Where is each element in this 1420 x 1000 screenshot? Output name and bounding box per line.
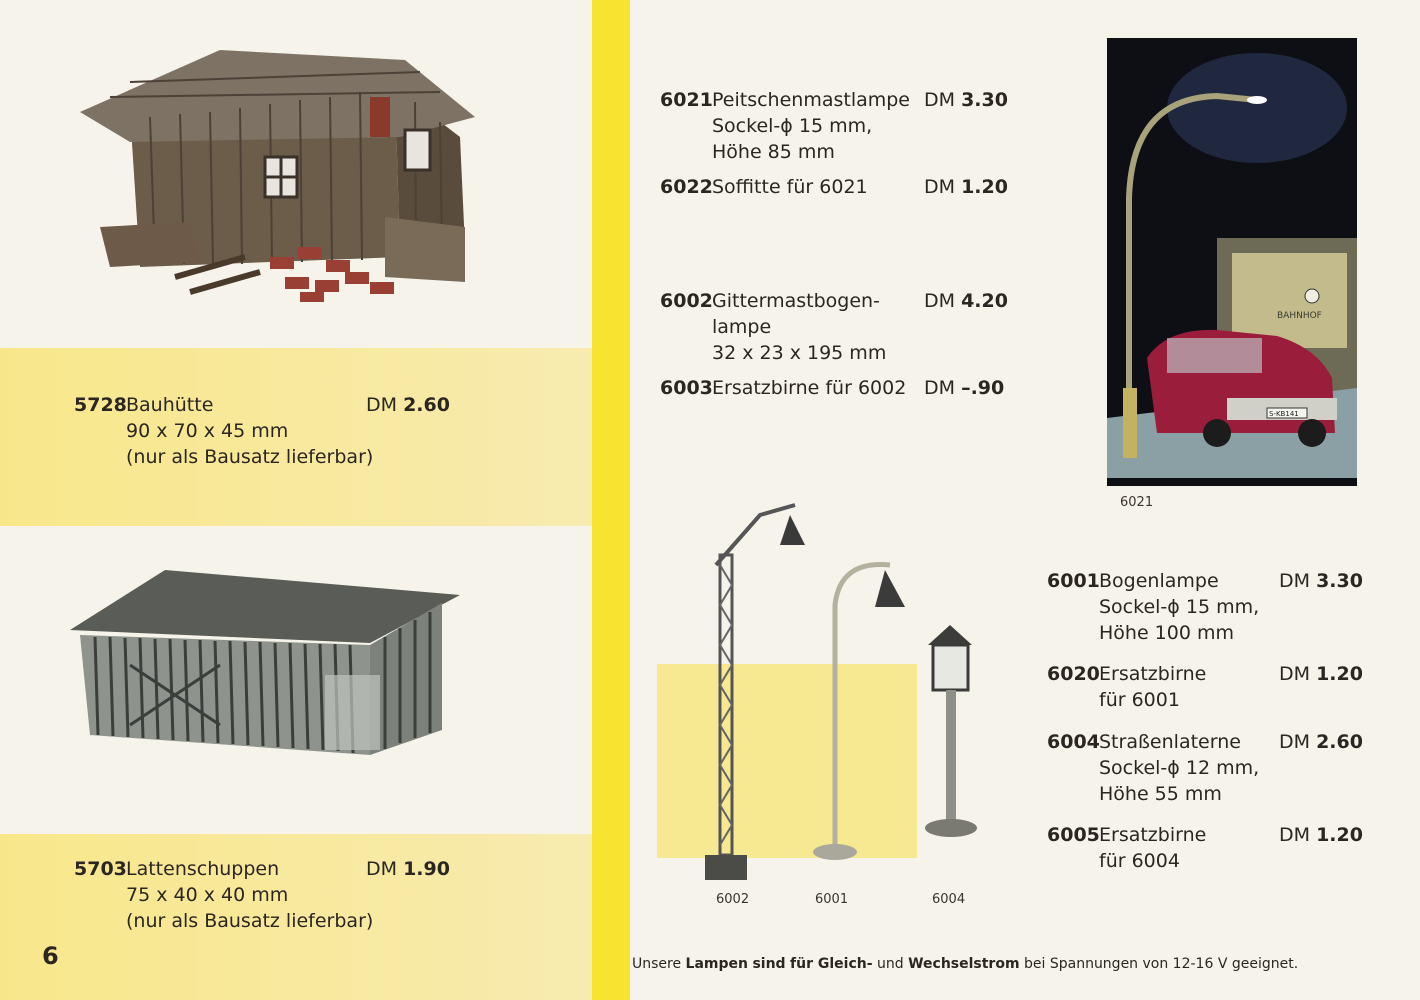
product-price: DM 2.60	[1279, 731, 1363, 753]
product-6003	[660, 375, 1010, 403]
product-price: DM 4.20	[924, 290, 1008, 312]
street-lantern	[925, 625, 977, 837]
product-dimensions: 75 x 40 x 40 mm	[126, 884, 289, 906]
product-code: 5703	[74, 858, 127, 880]
product-detail: Sockel-ɸ 15 mm,	[1099, 596, 1260, 618]
product-code: 6020	[1047, 663, 1100, 685]
product-detail: für 6001	[1099, 689, 1180, 711]
product-6022	[660, 174, 1010, 202]
product-6001	[1047, 568, 1367, 648]
product-name: Straßenlaterne	[1099, 731, 1241, 753]
product-code: 6001	[1047, 570, 1100, 592]
lamp-caption-6001: 6001	[815, 892, 849, 907]
product-detail: Höhe 100 mm	[1099, 622, 1235, 644]
lattice-arc-lamp	[705, 505, 805, 880]
night-street-photo	[1107, 38, 1357, 486]
product-price: DM 3.30	[1279, 570, 1363, 592]
product-code: 6004	[1047, 731, 1100, 753]
product-name: Ersatzbirne für 6002	[712, 377, 907, 399]
footnote: Unsere Lampen sind für Gleich- und Wechselstrom bei Spannungen von 12-16 V geeignet.	[632, 956, 1299, 972]
product-price: DM 2.60	[366, 394, 450, 416]
product-code: 5728	[74, 394, 127, 416]
lamp-caption-6002: 6002	[716, 892, 750, 907]
product-price: DM 1.20	[1279, 824, 1363, 846]
product-detail: für 6004	[1099, 850, 1180, 872]
construction-hut-illustration	[70, 42, 480, 312]
product-price: DM 1.90	[366, 858, 450, 880]
product-price: DM 1.20	[1279, 663, 1363, 685]
product-detail: Sockel-ɸ 15 mm,	[712, 115, 873, 137]
product-detail: Höhe 55 mm	[1099, 783, 1222, 805]
license-plate: S-KB141	[1269, 410, 1299, 418]
product-6021	[660, 87, 1010, 167]
product-name: Peitschenmastlampe	[712, 89, 910, 111]
product-name: Bauhütte	[126, 394, 214, 416]
product-price: DM –.90	[924, 377, 1005, 399]
product-price: DM 3.30	[924, 89, 1008, 111]
product-6002	[660, 288, 1010, 368]
product-name: Lattenschuppen	[126, 858, 280, 880]
product-6020	[1047, 661, 1367, 715]
product-code: 6003	[660, 377, 713, 399]
product-name: lampe	[712, 316, 772, 338]
station-sign: BAHNHOF	[1277, 311, 1322, 321]
yellow-center-strip	[592, 0, 630, 1000]
product-name: Soffitte für 6021	[712, 176, 868, 198]
product-price: DM 1.20	[924, 176, 1008, 198]
product-code: 6022	[660, 176, 713, 198]
product-code: 6002	[660, 290, 713, 312]
page-number: 6	[42, 942, 59, 970]
product-detail: Sockel-ɸ 12 mm,	[1099, 757, 1260, 779]
arc-lamp	[813, 565, 905, 861]
product-name: Bogenlampe	[1099, 570, 1219, 592]
product-5728	[74, 392, 454, 472]
product-detail: Höhe 85 mm	[712, 141, 835, 163]
lamps-illustration	[650, 495, 990, 890]
product-dimensions: 90 x 70 x 45 mm	[126, 420, 289, 442]
product-note: (nur als Bausatz lieferbar)	[126, 910, 374, 932]
product-5703	[74, 856, 454, 936]
product-name: Gittermastbogen-	[712, 290, 880, 312]
product-dimensions: 32 x 23 x 195 mm	[712, 342, 887, 364]
product-6005	[1047, 822, 1367, 876]
product-code: 6005	[1047, 824, 1100, 846]
slatted-shed-illustration	[70, 565, 460, 765]
product-name: Ersatzbirne	[1099, 663, 1207, 685]
product-note: (nur als Bausatz lieferbar)	[126, 446, 374, 468]
product-6004	[1047, 729, 1367, 809]
product-name: Ersatzbirne	[1099, 824, 1207, 846]
photo-caption: 6021	[1120, 495, 1154, 510]
product-code: 6021	[660, 89, 713, 111]
lamp-caption-6004: 6004	[932, 892, 966, 907]
